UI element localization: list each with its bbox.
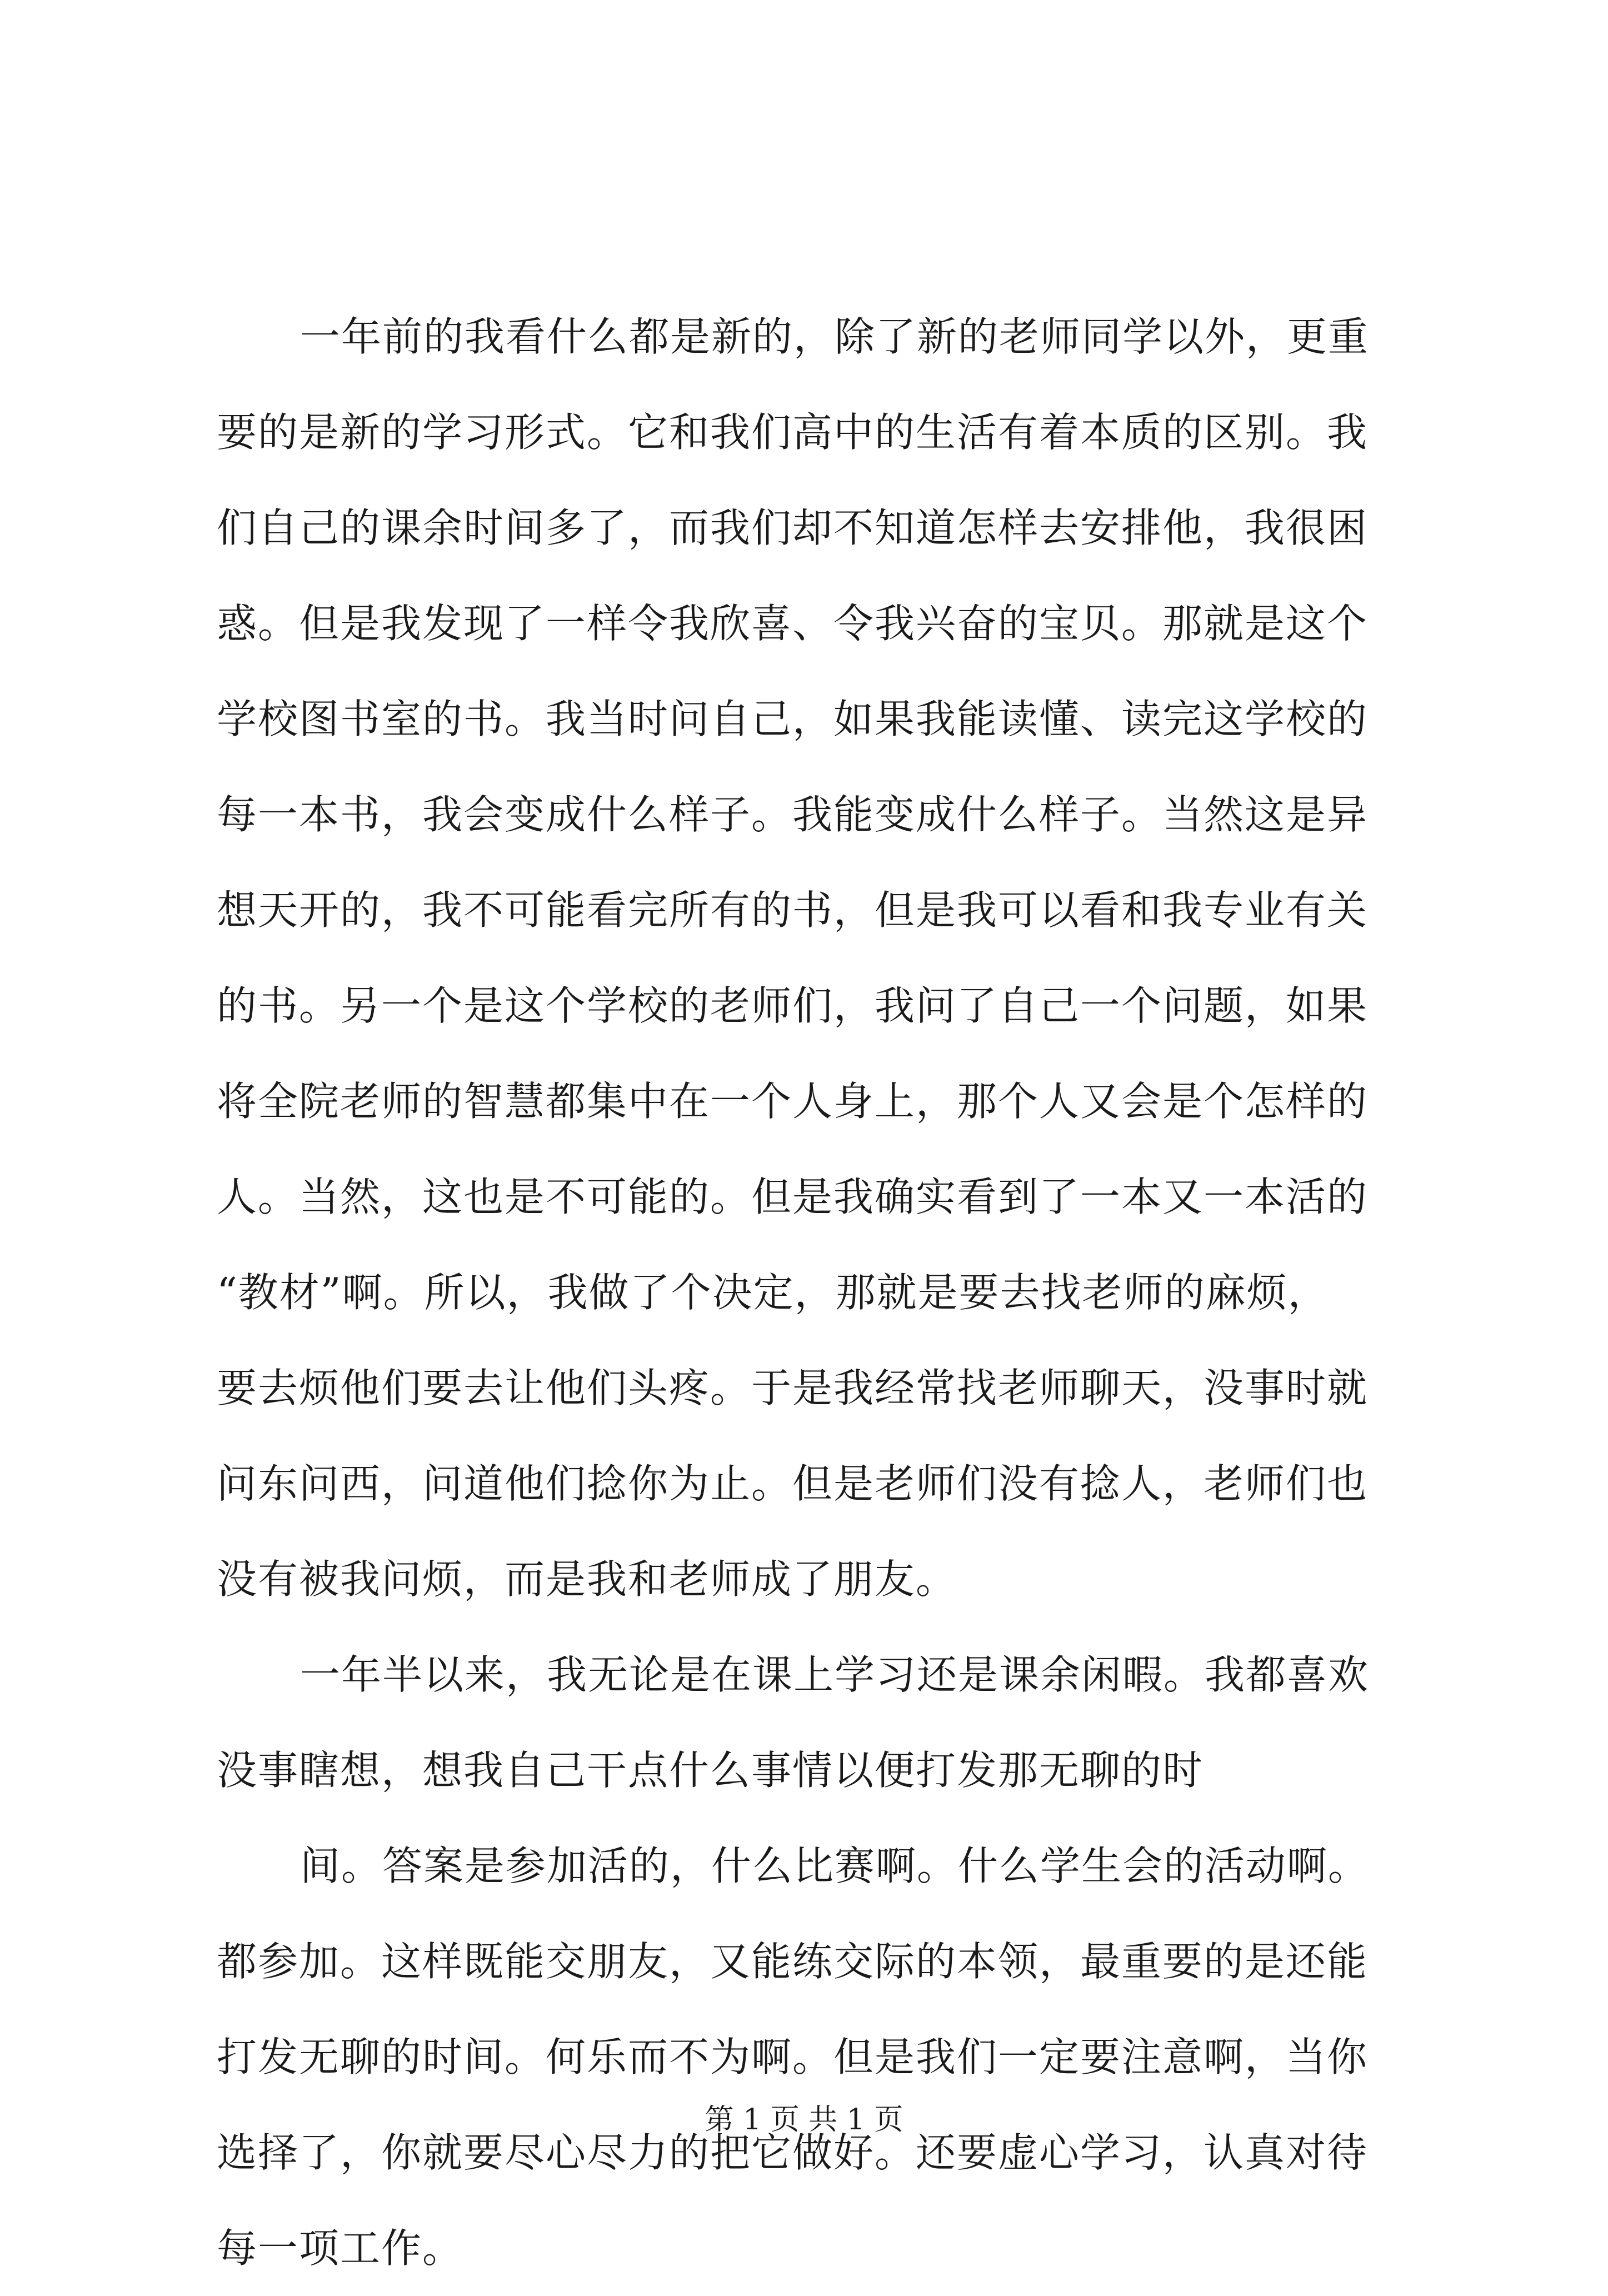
text-line: 选择了，你就要尽心尽力的把它做好。还要虚心学习，认真对待 — [217, 2129, 1369, 2176]
text-line: 打发无聊的时间。何乐而不为啊。但是我们一定要注意啊，当你 — [217, 2034, 1369, 2080]
text-line: 问东问西，问道他们捻你为止。但是老师们没有捻人，老师们也 — [217, 1460, 1369, 1507]
text-line: 一年前的我看什么都是新的，除了新的老师同学以外，更重 — [300, 313, 1370, 360]
text-line: 要去烦他们要去让他们头疼。于是我经常找老师聊天，没事时就 — [217, 1365, 1369, 1411]
text-line: 每一本书，我会变成什么样子。我能变成什么样子。当然这是异 — [217, 791, 1369, 838]
text-line: 都参加。这样既能交朋友，又能练交际的本领，最重要的是还能 — [217, 1938, 1369, 1985]
text-line: 人。当然，这也是不可能的。但是我确实看到了一本又一本活的 — [217, 1174, 1369, 1220]
text-line: 们自己的课余时间多了，而我们却不知道怎样去安排他，我很困 — [217, 505, 1369, 551]
text-line: 将全院老师的智慧都集中在一个人身上，那个人又会是个怎样的 — [217, 1078, 1369, 1125]
page-number-label: 第 1 页 共 1 页 — [705, 2103, 903, 2137]
text-line: 没事瞎想，想我自己干点什么事情以便打发那无聊的时 — [217, 1747, 1204, 1794]
text-line: 学校图书室的书。我当时问自己，如果我能读懂、读完这学校的 — [217, 696, 1369, 742]
body-text — [217, 289, 1406, 2296]
text-line: 一年半以来，我无论是在课上学习还是课余闲暇。我都喜欢 — [300, 1651, 1370, 1698]
text-line: 的书。另一个是这个学校的老师们，我问了自己一个问题，如果 — [217, 982, 1369, 1029]
text-line: 惑。但是我发现了一样令我欣喜、令我兴奋的宝贝。那就是这个 — [217, 600, 1369, 647]
text-line: 要的是新的学习形式。它和我们高中的生活有着本质的区别。我 — [217, 409, 1369, 456]
text-line: “教材”啊。所以，我做了个决定，那就是要去找老师的麻烦， — [217, 1269, 1329, 1316]
page-footer — [0, 2098, 1608, 2142]
text-line: 每一项工作。 — [217, 2225, 464, 2272]
text-line: 想天开的，我不可能看完所有的书，但是我可以看和我专业有关 — [217, 887, 1369, 934]
text-line: 没有被我问烦，而是我和老师成了朋友。 — [217, 1556, 957, 1603]
text-line: 间。答案是参加活的，什么比赛啊。什么学生会的活动啊。 — [300, 1843, 1370, 1889]
